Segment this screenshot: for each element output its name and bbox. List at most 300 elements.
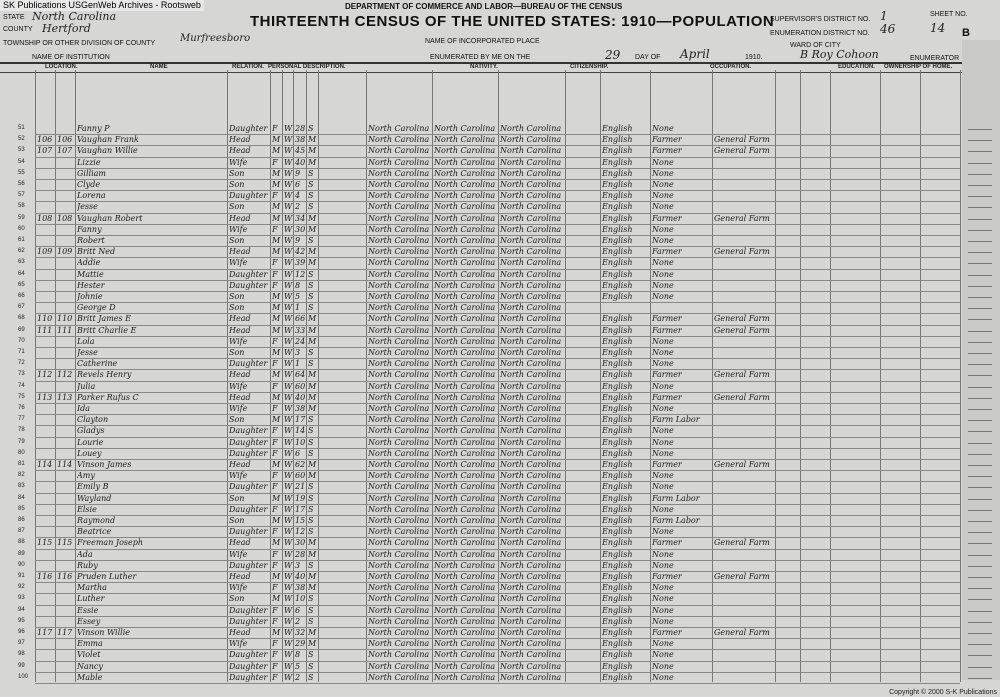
cell-fam: 109 — [57, 247, 73, 257]
cell-b1: North Carolina — [368, 348, 430, 357]
margin-tick — [968, 499, 992, 500]
cell-lang: English — [602, 504, 633, 514]
cell-sex: F — [272, 616, 278, 626]
cell-rel: Head — [229, 247, 251, 257]
row-number: 64 — [18, 270, 25, 277]
cell-fam: 107 — [57, 146, 73, 156]
cell-b3: North Carolina — [500, 303, 562, 313]
cell-race: W — [284, 426, 293, 436]
row-number: 62 — [18, 248, 25, 255]
cell-b1: North Carolina — [368, 135, 430, 145]
row-number: 82 — [18, 472, 25, 479]
cell-race: W — [284, 381, 293, 391]
cell-lang: English — [602, 493, 633, 503]
cell-name: Freeman Joseph — [77, 538, 144, 548]
cell-occ: None — [652, 124, 674, 133]
cell-st: S — [308, 124, 314, 133]
cell-rel: Wife — [229, 471, 248, 481]
cell-rel: Wife — [229, 157, 248, 167]
cell-occ: None — [652, 560, 674, 570]
cell-race: W — [284, 280, 293, 290]
cell-b1: North Carolina — [368, 426, 430, 436]
cell-dw: 106 — [37, 135, 53, 145]
cell-st: M — [308, 314, 317, 324]
cell-race: W — [284, 213, 293, 223]
cell-sex: F — [272, 124, 278, 133]
cell-sex: F — [272, 224, 278, 234]
cell-age: 4 — [295, 191, 301, 201]
cell-b1: North Carolina — [368, 202, 430, 212]
cell-b2: North Carolina — [434, 146, 496, 156]
cell-b2: North Carolina — [434, 168, 496, 178]
cell-occ: Farmer — [652, 392, 682, 402]
margin-tick — [968, 207, 992, 208]
cell-race: W — [284, 135, 293, 145]
margin-tick — [968, 353, 992, 354]
cell-b3: North Carolina — [500, 359, 562, 369]
cell-age: 28 — [295, 124, 306, 133]
cell-st: M — [308, 628, 317, 637]
cell-lang: English — [602, 135, 633, 145]
cell-rel: Head — [229, 460, 251, 469]
cell-sex: M — [272, 572, 281, 581]
cell-b2: North Carolina — [434, 359, 496, 369]
cell-b1: North Carolina — [368, 124, 430, 133]
cell-occ: None — [652, 639, 674, 649]
grid-line — [800, 70, 801, 682]
cell-name: Vinson James — [77, 460, 132, 469]
cell-b3: North Carolina — [500, 415, 562, 425]
cell-fam: 113 — [57, 392, 73, 402]
margin-tick — [968, 655, 992, 656]
row-number: 84 — [18, 494, 25, 501]
cell-age: 38 — [295, 583, 306, 593]
cell-race: W — [284, 236, 293, 245]
margin-tick — [968, 465, 992, 466]
cell-b3: North Carolina — [500, 247, 562, 257]
cell-rel: Son — [229, 348, 245, 357]
cell-b2: North Carolina — [434, 202, 496, 212]
cell-b2: North Carolina — [434, 314, 496, 324]
cell-race: W — [284, 493, 293, 503]
cell-lang: English — [602, 236, 633, 245]
cell-occ: Farmer — [652, 135, 682, 145]
department-heading: DEPARTMENT OF COMMERCE AND LABOR—BUREAU OF THE CENSUS — [345, 2, 623, 11]
cell-st: M — [308, 370, 317, 380]
cell-age: 64 — [295, 370, 306, 380]
cell-st: S — [308, 527, 314, 537]
cell-sex: F — [272, 280, 278, 290]
cell-lang: English — [602, 583, 633, 593]
cell-st: M — [308, 471, 317, 481]
cell-b1: North Carolina — [368, 224, 430, 234]
cell-name: Emily B — [77, 482, 109, 492]
cell-race: W — [284, 605, 293, 615]
cell-b2: North Carolina — [434, 124, 496, 133]
cell-sex: M — [272, 370, 281, 380]
cell-name: Britt James E — [77, 314, 132, 324]
cell-b2: North Carolina — [434, 180, 496, 189]
grid-line — [55, 70, 56, 682]
cell-b1: North Carolina — [368, 549, 430, 559]
cell-b1: North Carolina — [368, 504, 430, 514]
grid-line — [920, 70, 921, 682]
cell-fam: 106 — [57, 135, 73, 145]
cell-occ: None — [652, 157, 674, 167]
cell-b3: North Carolina — [500, 527, 562, 537]
cell-rel: Son — [229, 594, 245, 604]
margin-tick — [968, 387, 992, 388]
cell-b2: North Carolina — [434, 527, 496, 537]
row-number: 94 — [18, 606, 25, 613]
cell-name: Luther — [77, 594, 105, 604]
margin-tick — [968, 667, 992, 668]
cell-name: Lorena — [77, 191, 106, 201]
cell-age: 8 — [295, 650, 301, 660]
cell-name: Lola — [77, 336, 95, 346]
cell-lang: English — [602, 325, 633, 335]
cell-race: W — [284, 415, 293, 425]
col-education: EDUCATION. — [838, 64, 875, 70]
cell-sex: M — [272, 213, 281, 223]
cell-name: Catherine — [77, 359, 118, 369]
cell-b2: North Carolina — [434, 236, 496, 245]
cell-name: Addie — [77, 258, 101, 268]
cell-sex: F — [272, 269, 278, 279]
ward-label: WARD OF CITY — [790, 42, 841, 49]
cell-sex: M — [272, 594, 281, 604]
cell-b3: North Carolina — [500, 314, 562, 324]
cell-rel: Son — [229, 236, 245, 245]
grid-line — [75, 70, 76, 682]
cell-b2: North Carolina — [434, 650, 496, 660]
cell-b1: North Carolina — [368, 381, 430, 391]
cell-b1: North Carolina — [368, 516, 430, 525]
cell-b1: North Carolina — [368, 280, 430, 290]
cell-lang: English — [602, 605, 633, 615]
cell-ind: General Farm — [714, 247, 770, 257]
cell-age: 14 — [295, 426, 306, 436]
cell-occ: None — [652, 471, 674, 481]
cell-b3: North Carolina — [500, 616, 562, 626]
cell-lang: English — [602, 269, 633, 279]
margin-tick — [968, 633, 992, 634]
row-number: 54 — [18, 158, 25, 165]
row-number: 83 — [18, 483, 25, 490]
cell-b1: North Carolina — [368, 404, 430, 413]
cell-b3: North Carolina — [500, 594, 562, 604]
cell-b3: North Carolina — [500, 392, 562, 402]
cell-rel: Son — [229, 493, 245, 503]
row-number: 87 — [18, 528, 25, 535]
cell-st: M — [308, 404, 317, 413]
cell-race: W — [284, 560, 293, 570]
cell-rel: Head — [229, 213, 251, 223]
cell-occ: None — [652, 269, 674, 279]
cell-sex: F — [272, 448, 278, 458]
cell-sex: F — [272, 605, 278, 615]
sheet-suffix: B — [962, 27, 970, 39]
cell-rel: Daughter — [229, 661, 268, 671]
margin-tick — [968, 196, 992, 197]
row-number: 73 — [18, 371, 25, 378]
cell-lang: English — [602, 572, 633, 581]
cell-st: S — [308, 168, 314, 178]
cell-b1: North Carolina — [368, 325, 430, 335]
cell-occ: Farm Labor — [652, 415, 700, 425]
enumerator-value: B Roy Cohoon — [800, 48, 879, 61]
cell-b2: North Carolina — [434, 639, 496, 649]
row-number: 92 — [18, 584, 25, 591]
cell-age: 32 — [295, 628, 306, 637]
cell-lang: English — [602, 168, 633, 178]
cell-age: 42 — [295, 247, 306, 257]
cell-race: W — [284, 516, 293, 525]
cell-name: Raymond — [77, 516, 116, 525]
col-ownership: OWNERSHIP OF HOME. — [884, 64, 953, 70]
cell-occ: Farm Labor — [652, 516, 700, 525]
cell-rel: Wife — [229, 336, 248, 346]
cell-race: W — [284, 639, 293, 649]
cell-st: S — [308, 493, 314, 503]
grid-line — [712, 70, 713, 682]
cell-fam: 108 — [57, 213, 73, 223]
grid-line — [498, 70, 499, 682]
row-number: 51 — [18, 125, 25, 131]
cell-rel: Daughter — [229, 504, 268, 514]
cell-lang: English — [602, 157, 633, 167]
cell-age: 6 — [295, 605, 301, 615]
cell-race: W — [284, 471, 293, 481]
cell-name: Gladys — [77, 426, 105, 436]
cell-occ: Farmer — [652, 628, 682, 637]
cell-rel: Daughter — [229, 482, 268, 492]
cell-sex: M — [272, 415, 281, 425]
margin-tick — [968, 476, 992, 477]
cell-b2: North Carolina — [434, 538, 496, 548]
cell-b1: North Carolina — [368, 146, 430, 156]
cell-occ: None — [652, 168, 674, 178]
cell-b3: North Carolina — [500, 460, 562, 469]
cell-age: 62 — [295, 460, 306, 469]
cell-age: 5 — [295, 292, 301, 301]
cell-age: 34 — [295, 213, 306, 223]
cell-rel: Son — [229, 180, 245, 189]
cell-dw: 114 — [37, 460, 53, 469]
cell-sex: F — [272, 191, 278, 201]
margin-tick — [968, 151, 992, 152]
cell-b3: North Carolina — [500, 168, 562, 178]
cell-race: W — [284, 370, 293, 380]
cell-occ: None — [652, 661, 674, 671]
cell-b3: North Carolina — [500, 628, 562, 637]
cell-fam: 117 — [57, 628, 73, 637]
cell-sex: F — [272, 426, 278, 436]
cell-sex: M — [272, 516, 281, 525]
place-label: NAME OF INCORPORATED PLACE — [425, 38, 540, 45]
margin-tick — [968, 398, 992, 399]
cell-st: M — [308, 549, 317, 559]
cell-rel: Daughter — [229, 605, 268, 615]
row-number: 80 — [18, 449, 25, 456]
margin-tick — [968, 409, 992, 410]
cell-name: Hester — [77, 280, 105, 290]
cell-name: Pruden Luther — [77, 572, 137, 581]
cell-occ: None — [652, 672, 674, 682]
cell-age: 2 — [295, 202, 301, 212]
margin-tick — [968, 487, 992, 488]
cell-sex: F — [272, 359, 278, 369]
cell-st: S — [308, 482, 314, 492]
cell-fam: 111 — [57, 325, 73, 335]
cell-ind: General Farm — [714, 392, 770, 402]
cell-rel: Son — [229, 303, 245, 313]
cell-sex: M — [272, 236, 281, 245]
cell-sex: M — [272, 628, 281, 637]
cell-b1: North Carolina — [368, 616, 430, 626]
cell-b1: North Carolina — [368, 314, 430, 324]
cell-b2: North Carolina — [434, 381, 496, 391]
cell-st: S — [308, 426, 314, 436]
cell-age: 3 — [295, 560, 301, 570]
cell-name: Vaughan Willie — [77, 146, 138, 156]
row-number: 98 — [18, 651, 25, 658]
cell-rel: Wife — [229, 549, 248, 559]
cell-name: Lourie — [77, 437, 104, 447]
cell-race: W — [284, 616, 293, 626]
row-number: 90 — [18, 561, 25, 568]
cell-lang: English — [602, 213, 633, 223]
cell-b2: North Carolina — [434, 303, 496, 313]
cell-b2: North Carolina — [434, 516, 496, 525]
margin-tick — [968, 532, 992, 533]
cell-b2: North Carolina — [434, 325, 496, 335]
cell-name: Wayland — [77, 493, 112, 503]
cell-b3: North Carolina — [500, 135, 562, 145]
cell-rel: Son — [229, 202, 245, 212]
cell-name: Fanny — [77, 224, 102, 234]
cell-b3: North Carolina — [500, 292, 562, 301]
cell-dw: 110 — [37, 314, 53, 324]
cell-sex: F — [272, 560, 278, 570]
cell-race: W — [284, 538, 293, 548]
cell-b3: North Carolina — [500, 493, 562, 503]
enumerator-label: ENUMERATOR — [910, 55, 960, 62]
cell-race: W — [284, 572, 293, 581]
cell-b2: North Carolina — [434, 493, 496, 503]
cell-race: W — [284, 292, 293, 301]
cell-name: Julia — [77, 381, 96, 391]
cell-name: Mable — [77, 672, 103, 682]
row-number: 95 — [18, 617, 25, 624]
cell-name: Clyde — [77, 180, 101, 189]
margin-tick — [968, 263, 992, 264]
row-number: 93 — [18, 595, 25, 602]
cell-b3: North Carolina — [500, 236, 562, 245]
cell-lang: English — [602, 460, 633, 469]
cell-lang: English — [602, 336, 633, 346]
cell-lang: English — [602, 527, 633, 537]
cell-age: 1 — [295, 359, 301, 369]
cell-name: Elsie — [77, 504, 97, 514]
cell-b3: North Carolina — [500, 448, 562, 458]
cell-sex: M — [272, 538, 281, 548]
cell-sex: M — [272, 135, 281, 145]
cell-b3: North Carolina — [500, 157, 562, 167]
cell-b1: North Carolina — [368, 482, 430, 492]
page-title: THIRTEENTH CENSUS OF THE UNITED STATES: 1910—POPULATION — [250, 13, 775, 30]
cell-name: Essey — [77, 616, 101, 626]
margin-tick — [968, 566, 992, 567]
cell-b2: North Carolina — [434, 572, 496, 581]
cell-age: 40 — [295, 392, 306, 402]
cell-sex: F — [272, 583, 278, 593]
row-number: 66 — [18, 293, 25, 299]
row-number: 91 — [18, 573, 25, 579]
cell-race: W — [284, 348, 293, 357]
cell-b3: North Carolina — [500, 605, 562, 615]
cell-st: S — [308, 202, 314, 212]
row-number: 96 — [18, 629, 25, 635]
cell-st: M — [308, 583, 317, 593]
cell-st: S — [308, 672, 314, 682]
cell-b2: North Carolina — [434, 549, 496, 559]
cell-st: S — [308, 594, 314, 604]
cell-b3: North Carolina — [500, 325, 562, 335]
cell-dw: 111 — [37, 325, 53, 335]
enumerated-label: ENUMERATED BY ME ON THE — [430, 54, 531, 61]
cell-b3: North Carolina — [500, 404, 562, 413]
cell-race: W — [284, 527, 293, 537]
col-citizenship: CITIZENSHIP. — [570, 64, 609, 70]
township-value: Murfreesboro — [180, 33, 251, 44]
cell-age: 60 — [295, 471, 306, 481]
cell-b1: North Carolina — [368, 460, 430, 469]
cell-age: 21 — [295, 482, 306, 492]
state-value: North Carolina — [32, 10, 117, 23]
cell-race: W — [284, 460, 293, 469]
cell-st: S — [308, 180, 314, 189]
cell-age: 39 — [295, 258, 306, 268]
cell-name: Essie — [77, 605, 99, 615]
cell-rel: Daughter — [229, 124, 268, 133]
cell-occ: Farmer — [652, 572, 682, 581]
cell-occ: Farm Labor — [652, 493, 700, 503]
cell-occ: Farmer — [652, 146, 682, 156]
margin-tick — [968, 431, 992, 432]
margin-tick — [968, 364, 992, 365]
cell-occ: Farmer — [652, 370, 682, 380]
cell-race: W — [284, 404, 293, 413]
cell-b2: North Carolina — [434, 471, 496, 481]
cell-ind: General Farm — [714, 146, 770, 156]
cell-b2: North Carolina — [434, 448, 496, 458]
row-rule — [35, 683, 960, 684]
cell-b1: North Carolina — [368, 448, 430, 458]
cell-lang: English — [602, 650, 633, 660]
cell-rel: Head — [229, 572, 251, 581]
margin-tick — [968, 174, 992, 175]
cell-b2: North Carolina — [434, 616, 496, 626]
grid-line — [227, 70, 228, 682]
margin-tick — [968, 140, 992, 141]
cell-lang: English — [602, 448, 633, 458]
cell-sex: F — [272, 157, 278, 167]
cell-rel: Wife — [229, 639, 248, 649]
cell-dw: 117 — [37, 628, 53, 637]
cell-race: W — [284, 303, 293, 313]
cell-name: Louey — [77, 448, 102, 458]
